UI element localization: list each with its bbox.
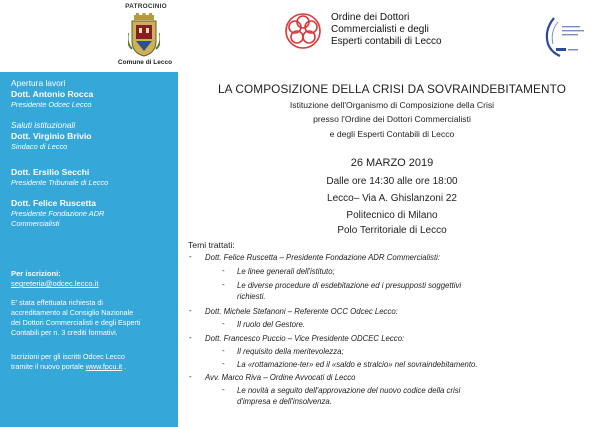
ordine-line-1: Ordine dei Dottori	[331, 12, 410, 23]
credits-line-4: Contabili per n. 3 crediti formativi.	[11, 328, 118, 337]
topic-4-item-1-line-2: d'impresa e dell'insolvenza.	[237, 397, 332, 406]
iscrizioni-label: Per iscrizioni:	[11, 269, 61, 278]
bullet-icon: -	[222, 385, 225, 394]
bullet-icon: -	[189, 333, 192, 342]
apertura-role: Presidente Odcec Lecco	[11, 100, 92, 109]
ordine-line-2: Commercialisti e degli	[331, 24, 429, 35]
event-venue-detail: Polo Territoriale di Lecco	[337, 225, 447, 236]
subtitle-line-2: presso l'Ordine dei Dottori Commercialisti	[313, 114, 471, 124]
topic-1-item-1: Le linee generali dell'istituto;	[237, 267, 335, 276]
saluti-label: Saluti istituzionali	[11, 120, 76, 130]
topic-1-speaker: Dott. Felice Ruscetta – Presidente Fondazione ADR Commercialisti:	[205, 253, 441, 262]
saluti-role: Sindaco di Lecco	[11, 142, 68, 151]
sidebar-panel	[0, 72, 178, 427]
ordine-name	[331, 12, 471, 48]
topics-heading: Temi trattati:	[188, 240, 235, 250]
event-time: Dalle ore 14:30 alle ore 18:00	[326, 176, 458, 187]
event-venue: Politecnico di Milano	[346, 210, 438, 221]
topic-1-item-2-line-1: Le diverse procedure di esdebitazione ed i presupposti soggettivi	[237, 281, 462, 290]
bullet-icon: -	[222, 319, 225, 328]
bullet-icon: -	[189, 252, 192, 261]
topic-2-item-1: Il ruolo del Gestore.	[237, 320, 306, 329]
iscrizioni-email-link[interactable]: segreteria@odcec.lecco.it	[11, 279, 99, 288]
bullet-icon: -	[189, 372, 192, 381]
topic-4-speaker: Avv. Marco Riva – Ordine Avvocati di Lecco	[205, 373, 356, 382]
topic-3-speaker: Dott. Francesco Puccio – Vice Presidente ODCEC Lecco:	[205, 334, 405, 343]
event-date: 26 MARZO 2019	[350, 157, 434, 169]
ordine-logo-icon	[283, 11, 323, 51]
speaker-ruscetta-role-2: Commercialisti	[11, 219, 60, 228]
portal-line-1: Iscrizioni per gli iscritti Odcec Lecco	[11, 352, 125, 361]
credits-line-2: accreditamento al Consiglio Nazionale	[11, 308, 134, 317]
subtitle-line-3: e degli Esperti Contabili di Lecco	[329, 129, 455, 139]
cup-logo-icon	[538, 14, 588, 60]
apertura-label: Apertura lavori	[11, 78, 66, 88]
topic-3-item-2: La «rottamazione-ter» ed il «saldo e stralcio» nel sovraindebitamento.	[237, 360, 478, 369]
bullet-icon: -	[222, 346, 225, 355]
speaker-ruscetta: Dott. Felice Ruscetta	[11, 198, 97, 208]
event-address: Lecco– Via A. Ghislanzoni 22	[327, 193, 457, 204]
subtitle-line-1: Istituzione dell'Organismo di Composizione della Crisi	[289, 100, 495, 110]
credits-line-1: E' stata effettuata richiesta di	[11, 298, 103, 307]
portal-link[interactable]: www.fpcu.it	[85, 362, 123, 371]
topic-2-speaker: Dott. Michele Stefanoni – Referente OCC Odcec Lecco:	[205, 307, 398, 316]
topic-4-item-1-line-1: Le novità a seguito dell'approvazione del nuovo codice della crisi	[237, 386, 461, 395]
bullet-icon: -	[222, 266, 225, 275]
page-title: LA COMPOSIZIONE DELLA CRISI DA SOVRAINDEBITAMENTO	[218, 82, 566, 96]
topic-1-item-2-line-2: richiesti.	[237, 292, 266, 301]
comune-label: Comune di Lecco	[117, 59, 173, 66]
portal-prefix: tramite il nuovo portale	[11, 362, 86, 371]
speaker-secchi-role: Presidente Tribunale di Lecco	[11, 178, 109, 187]
comune-crest-icon	[128, 13, 160, 57]
patrocinio-label: PATROCINIO	[125, 3, 167, 10]
apertura-speaker: Dott. Antonio Rocca	[11, 89, 94, 99]
saluti-speaker: Dott. Virginio Brivio	[11, 131, 92, 141]
speaker-secchi: Dott. Ersilio Secchi	[11, 167, 90, 177]
bullet-icon: -	[189, 306, 192, 315]
portal-line-2	[11, 362, 173, 372]
portal-suffix: .	[122, 362, 127, 371]
bullet-icon: -	[222, 280, 225, 289]
credits-line-3: dei Dottori Commercialisti e degli Esperti	[11, 318, 141, 327]
speaker-ruscetta-role-1: Presidente Fondazione ADR	[11, 209, 105, 218]
topic-3-item-1: Il requisito della meritevolezza;	[237, 347, 344, 356]
ordine-line-3: Esperti contabili di Lecco	[331, 36, 442, 47]
bullet-icon: -	[222, 359, 225, 368]
